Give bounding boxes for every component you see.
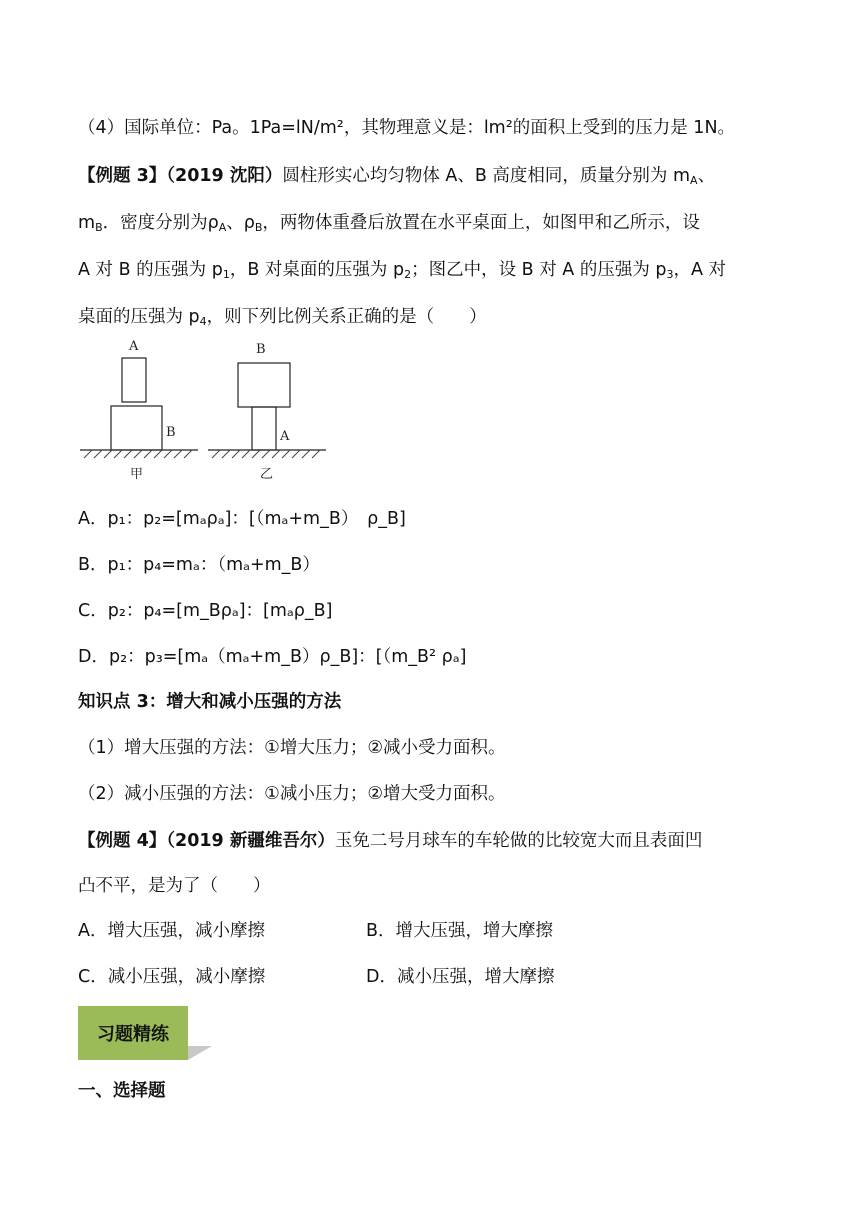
example-3-text: ．密度分别为ρ — [102, 213, 219, 233]
label-top: A — [129, 339, 139, 354]
example-3-text: 、ρ — [226, 213, 255, 233]
figure-jia — [80, 339, 198, 482]
section-heading-multiple-choice: 一、选择题 — [78, 1081, 166, 1101]
subscript: B — [254, 221, 263, 234]
ground-hatch — [84, 450, 192, 458]
subscript: 2 — [404, 268, 412, 281]
example-3-line-3 — [78, 258, 726, 287]
caption-yi: 乙 — [260, 467, 274, 482]
stacked-blocks-figure — [80, 330, 330, 490]
knowledge-point-3-title: 知识点 3：增大和减小压强的方法 — [78, 692, 342, 712]
subscript: B — [95, 221, 103, 234]
label-top: B — [256, 342, 266, 357]
example-3-text: 圆柱形实心均匀物体 A、B 高度相同，质量分别为 m — [282, 166, 691, 186]
label-bottom: A — [280, 429, 290, 444]
example-4-line-2: 凸不平，是为了（ ） — [78, 876, 271, 896]
subscript: A — [690, 174, 698, 187]
example-4-line-1 — [78, 829, 702, 853]
subscript: 3 — [666, 268, 674, 281]
example-3-text: ，两物体重叠后放置在水平桌面上，如图甲和乙所示，设 — [262, 213, 700, 233]
option-4c: C．减小压强，减小摩擦 — [78, 967, 266, 987]
paragraph-si-unit: （4）国际单位：Pa。1Pa=lN/m²，其物理意义是：lm²的面积上受到的压力是 1N。 — [78, 118, 736, 138]
example-3-line-1 — [78, 164, 715, 193]
example-3-text: 桌面的压强为 p — [78, 307, 200, 327]
ground-hatch — [212, 450, 320, 458]
option-4a: A．增大压强，减小摩擦 — [78, 921, 265, 941]
example-3-tag: 【例题 3】（2019 沈阳） — [78, 166, 283, 186]
option-3c: C．p₂：p₄=[m_Bρₐ]：[mₐρ_B] — [78, 601, 333, 621]
example-3-text: m — [78, 213, 96, 233]
caption-jia: 甲 — [130, 467, 144, 482]
example-4-tag: 【例题 4】（2019 新疆维吾尔） — [78, 831, 335, 851]
section-tag-exercises: 习题精练 — [78, 1006, 188, 1060]
block-b-large — [111, 406, 162, 450]
block-a-small — [122, 358, 146, 402]
subscript: 1 — [222, 268, 230, 281]
example-4-text: 玉免二号月球车的车轮做的比较宽大而且表面凹 — [334, 831, 703, 851]
figure-yi — [208, 342, 326, 482]
example-3-text: ；图乙中，设 B 对 A 的压强为 p — [411, 260, 667, 280]
example-3-text: ，B 对桌面的压强为 p — [229, 260, 405, 280]
knowledge-point-3-item-2: （2）减小压强的方法：①减小压力；②增大受力面积。 — [78, 784, 506, 804]
option-3a: A．p₁：p₂=[mₐρₐ]：[（mₐ+m_B） ρ_B] — [78, 509, 406, 529]
example-3-text: ，则下列比例关系正确的是（ ） — [206, 307, 487, 327]
example-3-text: ，A 对 — [673, 260, 727, 280]
knowledge-point-3-item-1: （1）增大压强的方法：①增大压力；②减小受力面积。 — [78, 738, 506, 758]
option-3d: D．p₂：p₃=[mₐ（mₐ+m_B）ρ_B]：[（m_B² ρₐ] — [78, 647, 467, 667]
subscript: A — [218, 221, 227, 234]
example-3-text: A 对 B 的压强为 p — [78, 260, 223, 280]
example-3-line-2 — [78, 211, 700, 240]
option-4b: B．增大压强，增大摩擦 — [366, 921, 554, 941]
example-3-text: 、 — [697, 166, 716, 186]
subscript: 4 — [199, 315, 207, 328]
block-a-small — [252, 407, 276, 450]
option-3b: B．p₁：p₄=mₐ：（mₐ+m_B） — [78, 555, 320, 575]
option-4d: D．减小压强，增大摩擦 — [366, 967, 555, 987]
label-bottom: B — [166, 425, 176, 440]
block-b-large — [238, 363, 290, 407]
